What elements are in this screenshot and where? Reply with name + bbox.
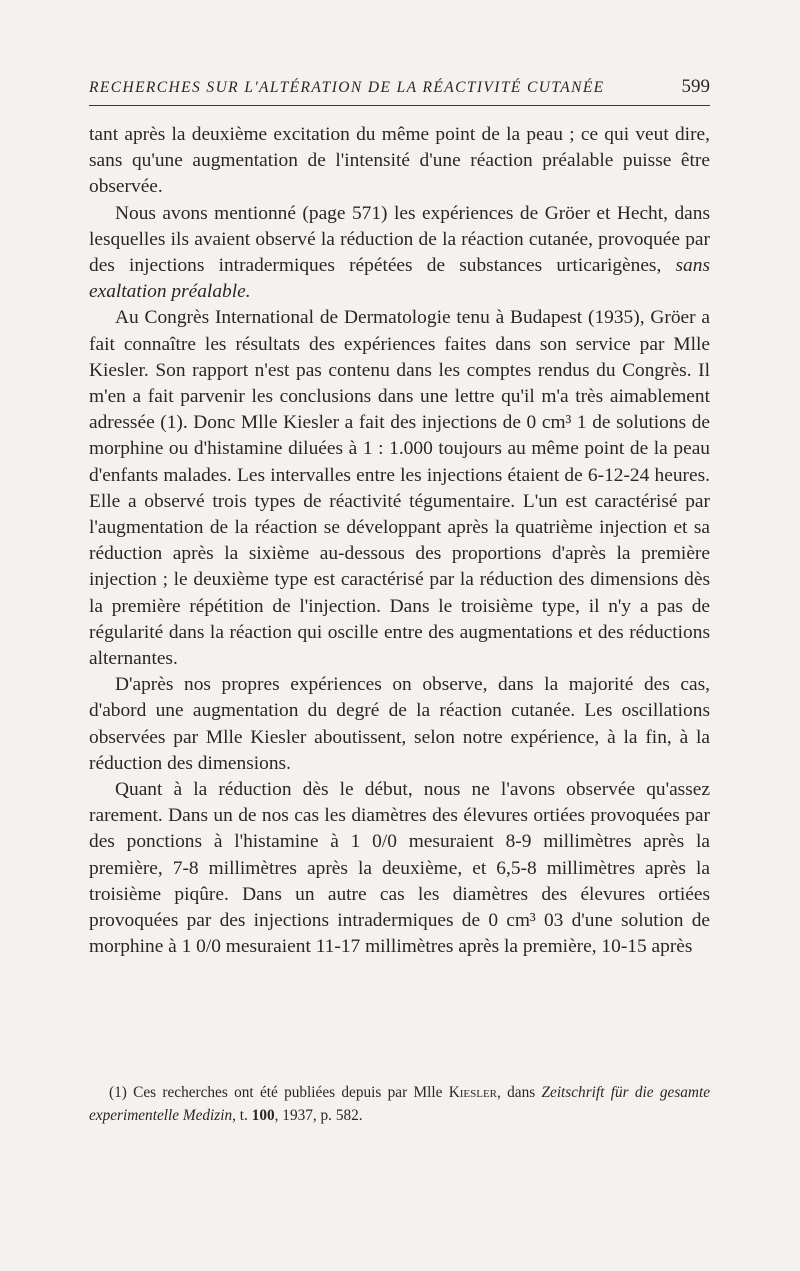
footnote-author: Kiesler: [448, 1084, 498, 1101]
emphasis: sans exaltation préalable.: [89, 255, 710, 303]
footnote-volume: 100: [251, 1106, 275, 1124]
body-text: [89, 122, 710, 961]
paragraph-2: Nous avons mentionné (page 571) les expériences de Gröer et Hecht, dans lesquelles ils avaient observé la réduction de la réaction cutanée, provoquée par des injections intradermiques répétées de substances urticarigènes, sans exaltation préalable.: [89, 202, 710, 303]
footnote: (1) Ces recherches ont été publiées depuis par Mlle Kiesler, dans Zeitschrift für die gesamte experimentelle Medizin, t. 100, 1937, p. 582.: [89, 1084, 711, 1124]
page-number: 599: [681, 76, 710, 97]
footnote-journal: Zeitschrift für die gesamte experimentelle Medizin: [89, 1084, 711, 1124]
paragraph-5: Quant à la réduction dès le début, nous ne l'avons observée qu'assez rarement. Dans un de nos cas les diamètres des élevures ortiées provoquées par des ponctions à l'histamine à 1 0/0 mesuraient 8-9 millimètres après la première, 7-8 millimètres après la deuxième, et 6,5-8 millimètres après la troisième piqûre. Dans un autre cas les diamètres des élevures ortiées provoquées par des injections intradermiques de 0 cm³ 03 d'une solution de morphine à 1 0/0 mesuraient 11-17 millimètres après la première, 10-15 après: [89, 779, 710, 958]
paragraph-1: tant après la deuxième excitation du même point de la peau ; ce qui veut dire, sans qu'une augmentation de l'intensité d'une réaction préalable puisse être observée.: [89, 124, 710, 198]
header-title: RECHERCHES SUR L'ALTÉRATION DE LA RÉACTIVITÉ CUTANÉE: [89, 79, 605, 96]
running-header: [89, 76, 710, 98]
paragraph-4: D'après nos propres expériences on observe, dans la majorité des cas, d'abord une augmentation du degré de la réaction cutanée. Les oscillations observées par Mlle Kiesler aboutissent, selon notre expérience, à la fin, à la réduction des dimensions.: [89, 674, 710, 774]
paragraph-3: Au Congrès International de Dermatologie tenu à Budapest (1935), Gröer a fait connaître les résultats des expériences faites dans son service par Mlle Kiesler. Son rapport n'est pas contenu dans les comptes rendus du Congrès. Il m'en a fait parvenir les conclusions dans une lettre qu'il m'a très aimablement adressée (1). Donc Mlle Kiesler a fait des injections de 0 cm³ 1 de solutions de morphine ou d'histamine diluées à 1 : 1.000 toujours au même point de la peau d'enfants malades. Les intervalles entre les injections étaient de 6-12-24 heures. Elle a observé trois types de réactivité tégumentaire. L'un est caractérisé par l'augmentation de la réaction se développant après la quatrième injection et sa réduction après la sixième au-dessous des proportions d'après la première injection ; le deuxième type est caractérisé par la réduction des dimensions dès la première répétition de l'injection. Dans le troisième type, il n'y a pas de régularité dans la réaction qui oscille entre des augmentations et des réductions alternantes.: [89, 307, 710, 670]
header-rule: [89, 105, 710, 106]
